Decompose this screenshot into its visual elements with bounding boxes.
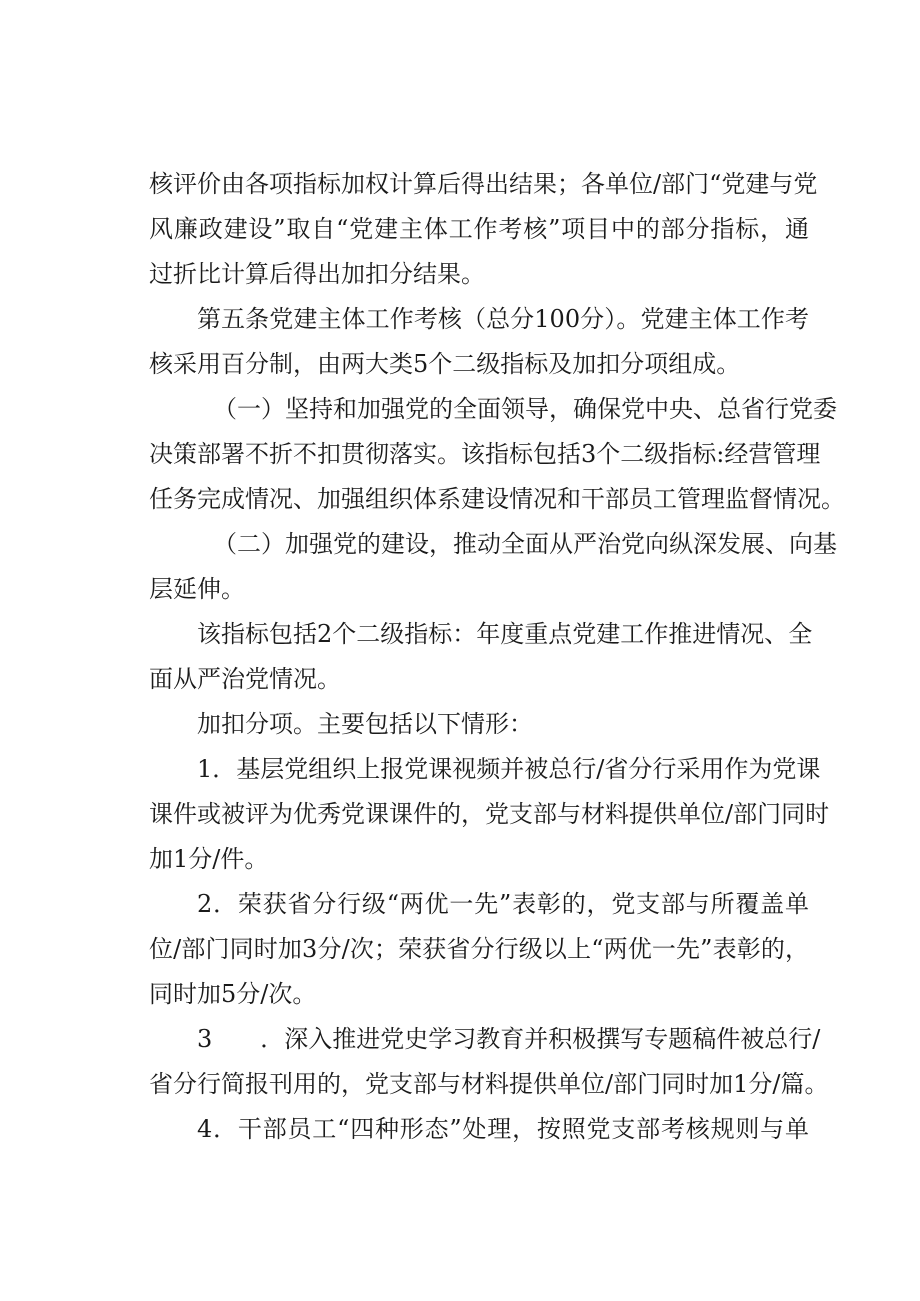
text-line-21: 省分行简报刊用的，党支部与材料提供单位/部门同时加1分/篇。 (149, 1070, 829, 1098)
text-line-6: （一）坚持和加强党的全面领导，确保党中央、总省行党委 (213, 395, 837, 423)
text-line-12: 面从严治党情况。 (149, 665, 341, 693)
text-line-2: 风廉政建设”取自“党建主体工作考核”项目中的部分指标，通 (149, 215, 809, 243)
text-line-20: 3 ．深入推进党史学习教育并积极撰写专题稿件被总行/ (197, 1025, 821, 1053)
text-line-15: 课件或被评为优秀党课课件的，党支部与材料提供单位/部门同时 (149, 800, 830, 828)
text-line-5: 核采用百分制，由两大类5个二级指标及加扣分项组成。 (149, 350, 741, 378)
text-line-3: 过折比计算后得出加扣分结果。 (149, 260, 485, 288)
text-line-10: 层延伸。 (149, 575, 245, 603)
text-line-18: 位/部门同时加3分/次；荣获省分行级以上“两优一先”表彰的， (149, 935, 809, 963)
text-line-17: 2．荣获省分行级“两优一先”表彰的，党支部与所覆盖单 (197, 890, 809, 918)
text-line-9: （二）加强党的建设，推动全面从严治党向纵深发展、向基 (213, 530, 837, 558)
text-line-13: 加扣分项。主要包括以下情形： (197, 710, 533, 738)
text-line-11: 该指标包括2个二级指标：年度重点党建工作推进情况、全 (197, 620, 813, 648)
text-line-16: 加1分/件。 (149, 845, 269, 873)
text-line-4: 第五条党建主体工作考核（总分100分）。党建主体工作考 (197, 305, 809, 333)
text-line-7: 决策部署不折不扣贯彻落实。该指标包括3个二级指标:经营管理 (149, 440, 821, 468)
text-line-1: 核评价由各项指标加权计算后得出结果；各单位/部门“党建与党 (149, 170, 818, 198)
text-line-14: 1．基层党组织上报党课视频并被总行/省分行采用作为党课 (197, 755, 821, 783)
text-line-8: 任务完成情况、加强组织体系建设情况和干部员工管理监督情况。 (149, 485, 845, 513)
text-line-19: 同时加5分/次。 (149, 980, 317, 1008)
text-line-22: 4．干部员工“四种形态”处理，按照党支部考核规则与单 (197, 1115, 809, 1143)
